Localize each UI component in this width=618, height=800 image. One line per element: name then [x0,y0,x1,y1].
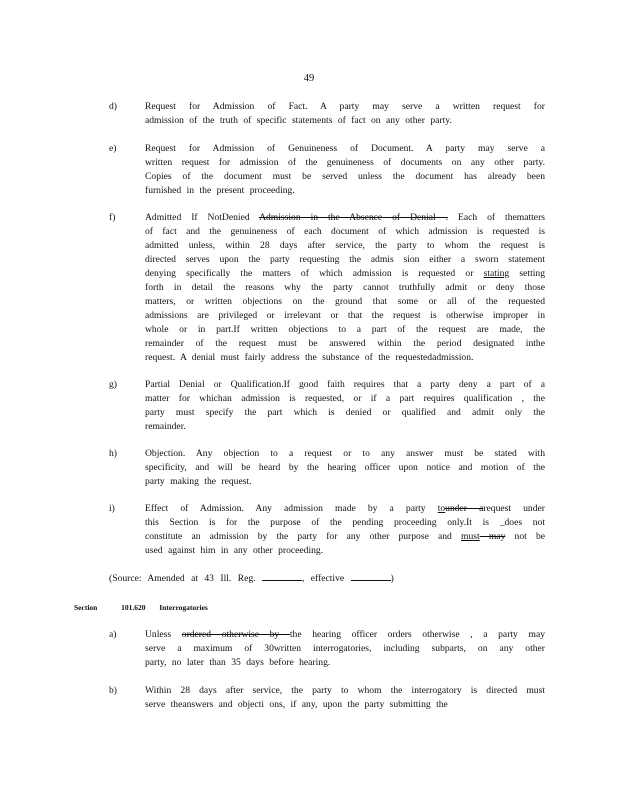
text-line: admission of the truth of specific statements of fact on any other party. [145,115,452,126]
deleted-text: Admission in the Absence of Denial . [259,212,449,223]
text-line: furnished in the present proceeding. [145,185,295,196]
item-letter: d) [109,101,117,112]
source-mid: , effective [301,573,345,584]
inserted-text: to [437,503,446,514]
text-segment: constitute an admission by the party for any other purpose and [145,531,462,542]
item-text [145,628,545,670]
text-line: Copies of the document must be served unless the document has already been [145,171,545,182]
blank-register [262,571,302,581]
item-text [145,447,545,489]
text-line [145,267,545,281]
text-line: admitted unless, within 28 days after service, the party to whom the request is [145,240,545,251]
item-letter: f) [109,212,116,223]
text-line: party making the request. [145,476,252,487]
item-letter: i) [109,503,115,514]
text-line: written request for admission of the genuineness of documents on any other party. [145,157,545,168]
item-letter: e) [109,143,117,154]
text-segment: the hearing officer orders otherwise , a party may [289,629,546,640]
text-line: whole or in part.If written objections to a part of the request are made, the [145,324,545,335]
text-line: party, no later than 35 days before hearing. [145,657,331,668]
text-line: used against him in any other proceeding. [145,545,324,556]
blank-effective [351,571,391,581]
text-line: directed serves upon the party requesting the admis sion either a sworn statement [145,254,545,265]
item-letter: a) [109,629,117,640]
item-text [145,211,545,365]
text-line: Request for Admission of Fact. A party may serve a written request for [145,101,545,112]
text-line [145,211,545,225]
section-label: Section [74,603,98,612]
item-letter: g) [109,379,117,390]
deleted-text: ordered otherwise by [181,629,290,640]
text-line: party must specify the part which is denied or qualified and admit only the [145,407,545,418]
text-segment: Admitted If NotDenied [145,212,260,223]
item-text [145,100,545,128]
text-line: Request for Admission of Genuineness of Document. A party may serve a [145,143,545,154]
text-line: request. A denial must fairly address the substance of the requestedadmission. [145,352,474,363]
source-prefix: (Source: Amended at 43 Ill. Reg. [109,573,256,584]
section-number: 101.620 [121,603,146,612]
inserted-text: stating [483,268,510,279]
item-letter: b) [109,685,117,696]
item-text [145,502,545,558]
item-text [145,142,545,198]
text-line: matter for whichan admission is requested, or if a part requires qualification , the [145,393,545,404]
deleted-text: may [479,531,506,542]
text-segment: not be [505,531,546,542]
text-line [145,530,545,544]
section-title: Interrogatories [159,603,208,612]
text-segment: Unless [145,629,182,640]
text-line: matters, or written objections on the ground that some or all of the requested [145,296,545,307]
item-text [145,684,545,712]
item-letter: h) [109,448,117,459]
text-line: Objection. Any objection to a request or to any answer must be stated with [145,448,545,459]
text-line: Within 28 days after service, the party to whom the interrogatory is directed must [145,685,545,696]
text-line: remainder. [145,421,186,432]
text-segment: denying specifically the matters of which admission is requested or [145,268,484,279]
item-text [145,378,545,434]
text-segment: Each of thematters [448,212,545,223]
inserted-text: must [461,531,480,542]
text-line: of fact and the genuineness of each document of which admission is requested is [145,226,545,237]
section-heading [74,603,208,612]
text-line: forth in detail the reasons why the party cannot truthfully admit or deny those [145,282,545,293]
text-line: admissions are privileged or irrelevant or that the request is otherwise improper in [145,310,545,321]
text-segment: Effect of Admission. Any admission made by a party [145,503,438,514]
source-suffix: ) [390,573,394,584]
deleted-text: under a [445,503,484,514]
text-line: serve theanswers and objecti ons, if any, upon the party submitting the [145,699,448,710]
text-line: specificity, and will be heard by the hearing officer upon notice and motion of the [145,462,545,473]
text-line [145,628,545,642]
text-line: Partial Denial or Qualification.If good faith requires that a party deny a part of a [145,379,545,390]
text-segment: request under [483,503,545,514]
text-line: this Section is for the purpose of the pending proceeding only.It is _does not [145,517,545,528]
text-line: remainder of the request must be answered within the period designated inthe [145,338,545,349]
text-line: serve a maximum of 30written interrogatories, including subparts, on any other [145,643,545,654]
page-number: 49 [303,73,315,84]
text-line [145,502,545,516]
text-segment: setting [509,268,545,279]
